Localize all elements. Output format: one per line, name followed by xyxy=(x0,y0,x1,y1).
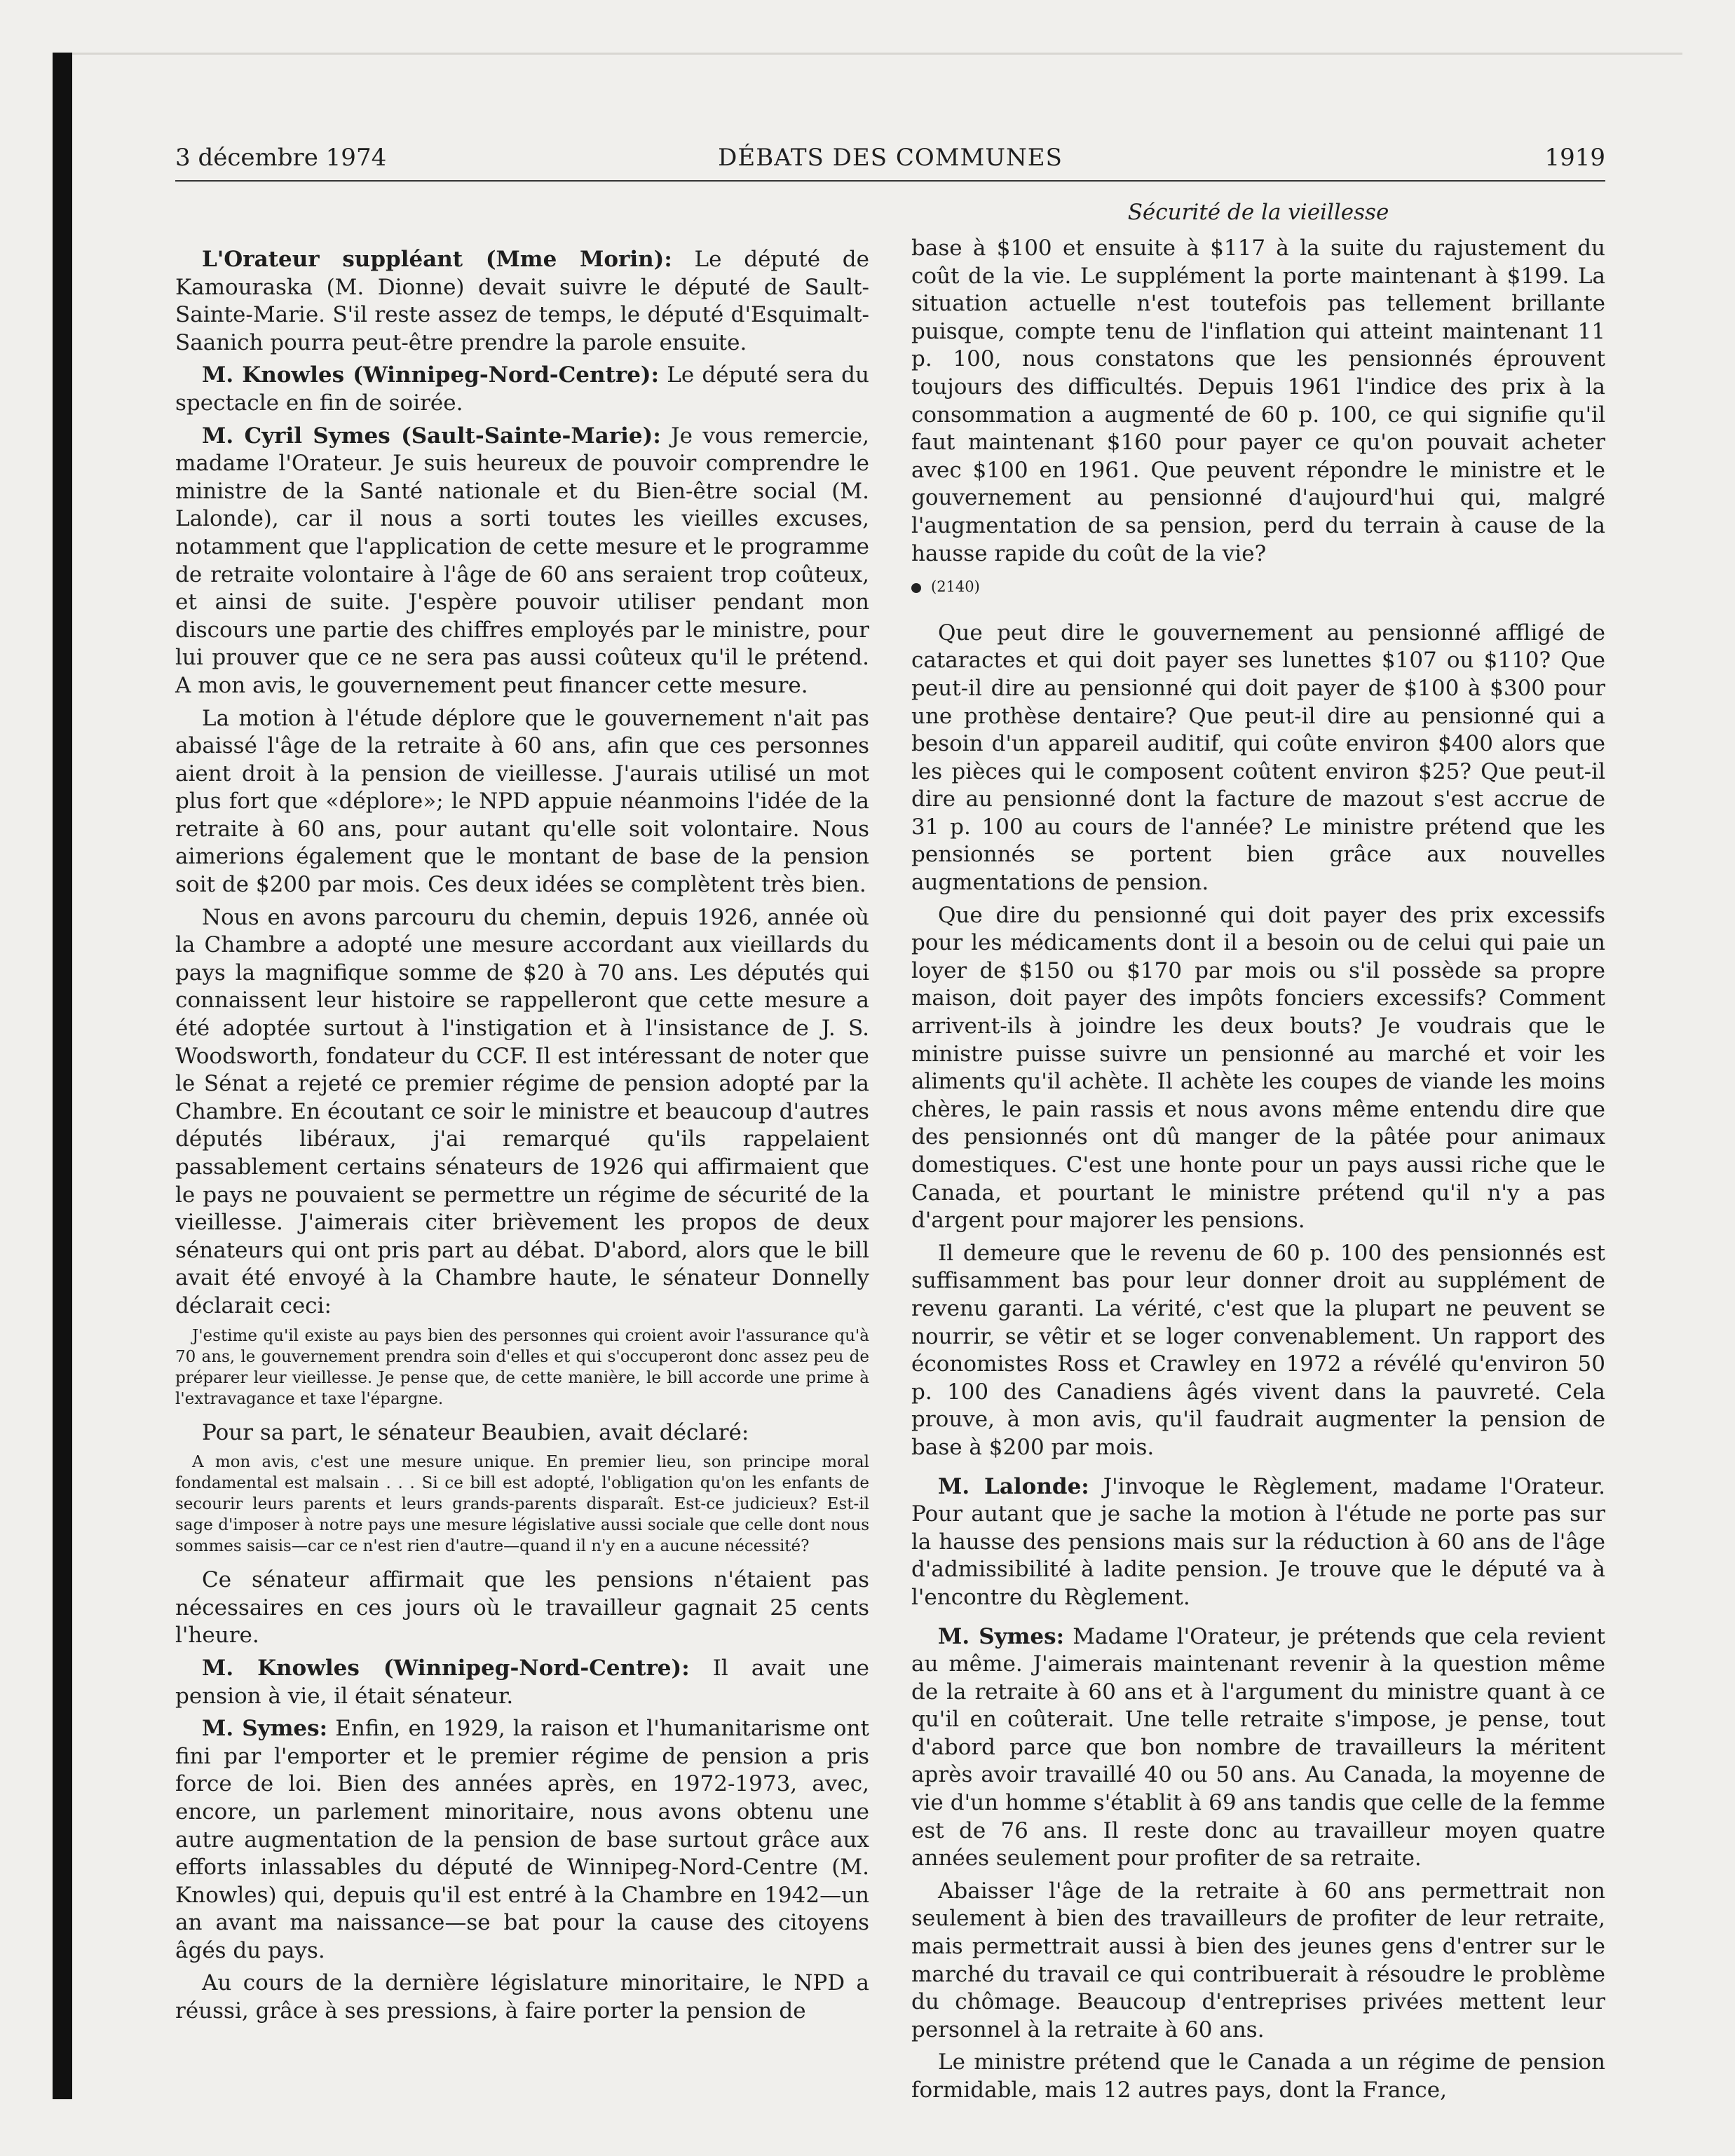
speech-text: Le député sera du spectacle en fin de soirée. xyxy=(175,362,869,416)
paragraph: La motion à l'étude déplore que le gouvernement n'ait pas abaissé l'âge de la retraite à 60 ans, afin que ces personnes aient droit à la pension de vieillesse. J'aurais utilisé un mot plus fort que «déplore»; le NPD appuie néanmoins l'idée de la retraite à 60 ans, pour autant qu'elle soit volontaire. Nous aimerions également que le montant de base de la pension soit de $200 par mois. Ces deux idées se complètent très bien. xyxy=(175,705,869,898)
speech-text: Il avait une pension à vie, il était sénateur. xyxy=(175,1655,869,1709)
paragraph xyxy=(175,423,869,700)
paragraph: Le ministre prétend que le Canada a un régime de pension formidable, mais 12 autres pays, dont la France, xyxy=(911,2049,1605,2103)
scan-top-edge xyxy=(53,53,1682,55)
right-column xyxy=(911,235,1605,2110)
paragraph: Il demeure que le revenu de 60 p. 100 des pensionnés est suffisamment bas pour leur donner droit au supplément de revenu garanti. La vérité, c'est que la plupart ne peuvent se nourrir, se vêtir et se loger convenablement. Un rapport des économistes Ross et Crawley en 1972 a révélé qu'environ 50 p. 100 des Canadiens âgés vivent dans la pauvreté. Cela prouve, à mon avis, qu'il faudrait augmenter la pension de base à $200 par mois. xyxy=(911,1240,1605,1460)
paragraph: base à $100 et ensuite à $117 à la suite du rajustement du coût de la vie. Le supplément la porte maintenant à $199. La situation actuelle n'est toutefois pas tellement brillante puisque, compte tenu de l'inflation qui atteint maintenant 11 p. 100, nous constatons que les pensionnés éprouvent toujours des difficultés. Depuis 1961 l'indice des prix à la consommation a augmenté de 60 p. 100, ce qui signifie qu'il faut maintenant $160 pour payer ce qu'on pouvait acheter avec $100 en 1961. Que peuvent répondre le ministre et le gouvernement au pensionné d'aujourd'hui qui, malgré l'augmentation de sa pension, perd du terrain à cause de la hausse rapide du coût de la vie? xyxy=(911,236,1605,566)
speaker-name: M. Lalonde: xyxy=(938,1473,1089,1499)
speaker-name: M. Symes: xyxy=(202,1716,328,1742)
paragraph xyxy=(911,1623,1605,1873)
paragraph xyxy=(175,1655,869,1710)
quotation-donnelly: J'estime qu'il existe au pays bien des personnes qui croient avoir l'assurance qu'à 70 ans, le gouvernement prendra soin d'elles et qui s'occuperont donc assez peu de préparer leur vieillesse. Je pense que, de cette manière, le bill accorde une prime à l'extravagance et taxe l'épargne. xyxy=(175,1326,869,1408)
speaker-name: M. Knowles (Winnipeg-Nord-Centre): xyxy=(202,362,660,388)
time-marker xyxy=(911,573,1605,601)
left-column xyxy=(175,235,869,2031)
paragraph xyxy=(175,1715,869,1965)
page-header xyxy=(175,144,1605,182)
paragraph xyxy=(175,362,869,417)
speaker-name: M. Knowles (Winnipeg-Nord-Centre): xyxy=(202,1655,690,1681)
header-title: DÉBATS DES COMMUNES xyxy=(718,144,1063,172)
paragraph: Pour sa part, le sénateur Beaubien, avait déclaré: xyxy=(202,1419,749,1445)
speech-text: Je vous remercie, madame l'Orateur. Je suis heureux de pouvoir comprendre le ministre de la Santé nationale et du Bien-être social (M. Lalonde), car il nous a sorti toutes les vieilles excuses, notamment que l'application de cette mesure et le programme de retraite volontaire à l'âge de 60 ans seraient trop coûteux, et ainsi de suite. J'espère pouvoir utiliser pendant mon discours une partie des chiffres employés par le ministre, pour lui prouver que ce ne sera pas aussi coûteux qu'il le prétend. A mon avis, le gouvernement peut financer cette mesure. xyxy=(175,423,869,698)
paragraph: Abaisser l'âge de la retraite à 60 ans permettrait non seulement à bien des travailleurs de profiter de leur retraite, mais permettrait aussi à bien des jeunes gens d'entrer sur le marché du travail ce qui contribuerait à résoudre le problème du chômage. Beaucoup d'entreprises privées mettent leur personnel à la retraite à 60 ans. xyxy=(911,1878,1605,2042)
speaker-name: L'Orateur suppléant (Mme Morin): xyxy=(202,247,672,272)
paragraph: Nous en avons parcouru du chemin, depuis 1926, année où la Chambre a adopté une mesure accordant aux vieillards du pays la magnifique somme de $20 à 70 ans. Les députés qui connaissent leur histoire se rappelleront que cette mesure a été adoptée surtout à l'instigation et à l'insistance de J. S. Woodsworth, fondateur du CCF. Il est intéressant de noter que le Sénat a rejeté ce premier régime de pension adopté par la Chambre. En écoutant ce soir le ministre et beaucoup d'autres députés libéraux, j'ai remarqué qu'ils rappelaient passablement certains sénateurs de 1926 qui affirmaient que le pays ne pouvaient se permettre un régime de sécurité de la vieillesse. J'aimerais citer brièvement les propos de deux sénateurs qui ont pris part au débat. D'abord, alors que le bill avait été envoyé à la Chambre haute, le sénateur Donnelly déclarait ceci: xyxy=(175,904,869,1318)
header-date: 3 décembre 1974 xyxy=(175,144,387,172)
paragraph xyxy=(911,1473,1605,1612)
speech-text: J'invoque le Règlement, madame l'Orateur. Pour autant que je sache la motion à l'étude ne porte pas sur la hausse des pensions mais sur la réduction à 60 ans de l'âge d'admissibilité à ladite pension. Je trouve que le député va à l'encontre du Règlement. xyxy=(911,1473,1605,1610)
time-marker-label: (2140) xyxy=(931,578,980,596)
quotation-beaubien: A mon avis, c'est une mesure unique. En premier lieu, son principe moral fondamental est malsain . . . Si ce bill est adopté, l'obligation qu'on les enfants de secourir leurs parents et leurs grands-parents disparaît. Est-ce judicieux? Est-il sage d'imposer à notre pays une mesure législative aussi sociale que celle dont nous sommes saisis—car ce n'est rien d'autre—quand il n'y en a aucune nécessité? xyxy=(175,1453,869,1556)
speaker-name: M. Cyril Symes (Sault-Sainte-Marie): xyxy=(202,423,661,449)
paragraph: Ce sénateur affirmait que les pensions n'étaient pas nécessaires en ces jours où le travailleur gagnait 25 cents l'heure. xyxy=(175,1567,869,1649)
scan-binding-edge xyxy=(53,53,72,2099)
bullet-dot-icon xyxy=(911,583,921,593)
speech-text: Madame l'Orateur, je prétends que cela revient au même. J'aimerais maintenant revenir à la question même de la retraite à 60 ans et à l'argument du ministre quant à ce qu'il en coûterait. Une telle retraite s'impose, je pense, tout d'abord parce que bon nombre de travailleurs la méritent après avoir travaillé 40 ou 50 ans. Au Canada, la moyenne de vie d'un homme s'établit à 69 ans tandis que celle de la femme est de 76 ans. Il reste donc au travailleur moyen quatre années seulement pour profiter de sa retraite. xyxy=(911,1623,1605,1871)
speaker-name: M. Symes: xyxy=(938,1623,1065,1649)
speech-text: Enfin, en 1929, la raison et l'humanitarisme ont fini par l'emporter et le premier régime de pension a pris force de loi. Bien des années après, en 1972-1973, avec, encore, un parlement minoritaire, nous avons obtenu une autre augmentation de la pension de base surtout grâce aux efforts inlassables du député de Winnipeg-Nord-Centre (M. Knowles) qui, depuis qu'il est entré à la Chambre en 1942—un an avant ma naissance—se bat pour la cause des citoyens âgés du pays. xyxy=(175,1716,869,1963)
paragraph: Que dire du pensionné qui doit payer des prix excessifs pour les médicaments dont il a besoin ou de celui qui paie un loyer de $150 ou $170 par mois ou s'il possède sa propre maison, doit payer des impôts fonciers excessifs? Comment arrivent-ils à joindre les deux bouts? Je voudrais que le ministre puisse suivre un pensionné au marché et voir les aliments qu'il achète. Il achète les coupes de viande les moins chères, le pain rassis et nous avons même entendu dire que des pensionnés ont dû manger de la pâtée pour animaux domestiques. C'est une honte pour un pays aussi riche que le Canada, et pourtant le ministre prétend qu'il n'y a pas d'argent pour majorer les pensions. xyxy=(911,902,1605,1234)
speech-text: Le député de Kamouraska (M. Dionne) devait suivre le député de Sault-Sainte-Marie. S'il reste assez de temps, le député d'Esquimalt-Saanich pourra peut-être prendre la parole ensuite. xyxy=(175,247,869,355)
paragraph: Au cours de la dernière législature minoritaire, le NPD a réussi, grâce à ses pressions, à faire porter la pension de xyxy=(175,1970,869,2024)
paragraph xyxy=(175,246,869,357)
paragraph: Que peut dire le gouvernement au pensionné affligé de cataractes et qui doit payer ses lunettes $107 ou $110? Que peut-il dire au pensionné qui doit payer de $100 à $300 pour une prothèse dentaire? Que peut-il dire au pensionné qui a besoin d'un appareil auditif, qui coûte environ $400 alors que les pièces qui le composent coûtent environ $25? Que peut-il dire au pensionné dont la facture de mazout s'est accrue de 31 p. 100 au cours de l'année? Le ministre prétend que les pensionnés se portent bien grâce aux nouvelles augmentations de pension. xyxy=(911,620,1605,896)
section-title: Sécurité de la vieillesse xyxy=(1127,200,1389,225)
header-page-number: 1919 xyxy=(1544,144,1605,172)
